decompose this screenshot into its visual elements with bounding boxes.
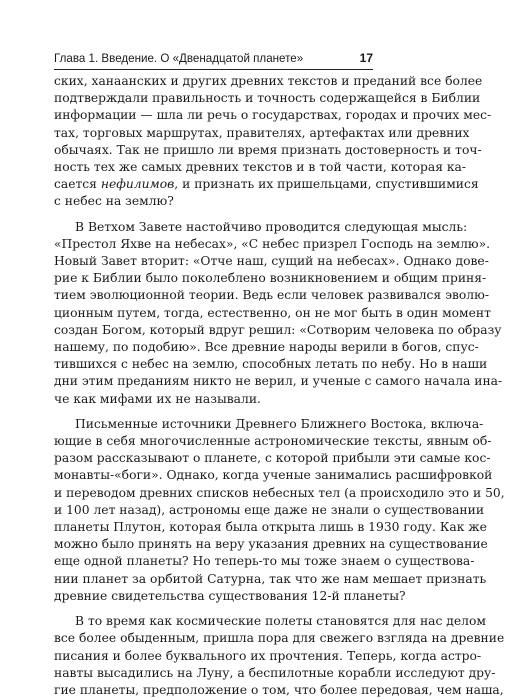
paragraph-gap bbox=[54, 408, 373, 416]
text-line: и 100 лет назад), астрономы еще даже не знали о существовании bbox=[54, 502, 485, 517]
text-line: тием эволюционной теории. Ведь если человек развивался эволю- bbox=[54, 288, 489, 303]
text-line: че как мифами их не называли. bbox=[54, 391, 261, 406]
paragraph bbox=[54, 416, 505, 605]
text-line: Новый Завет вторит: «Отче наш, сущий на небесах». Однако дове- bbox=[54, 254, 489, 269]
text-line: ционным путем, тогда, естественно, он не мог быть в один момент bbox=[54, 305, 491, 320]
running-header bbox=[54, 51, 373, 68]
text-line: Письменные источники Древнего Ближнего Востока, включа- bbox=[75, 416, 484, 431]
text-line: нашему, по подобию». Все древние народы верили в богов, спус- bbox=[54, 340, 479, 355]
text-line: ских, ханаанских и других древних текстов и преданий все более bbox=[54, 74, 483, 88]
text-line: подтверждали правильность и точность содержащейся в Библии bbox=[54, 91, 481, 106]
paragraph bbox=[54, 219, 503, 408]
text-line: информации — шла ли речь о государствах, городах и прочих мес- bbox=[54, 108, 492, 123]
text-line: гие планеты, предположение о том, что более передовая, чем наша, bbox=[54, 682, 504, 697]
text-line: разом рассказывают о планете, с которой прибыли эти самые кос- bbox=[54, 451, 491, 466]
text-line: еще одной планеты? Но теперь-то мы тоже знаем о существова- bbox=[54, 554, 475, 569]
text-line: монавты-«боги». Однако, когда ученые занимались расшифровкой bbox=[54, 468, 493, 483]
text-line: писания и более буквального их прочтения. Теперь, когда астро- bbox=[54, 648, 482, 663]
text-line: ность тех же самых древних текстов и в той части, которая ка- bbox=[54, 160, 467, 175]
text-line: дни этим преданиям никто не верил, и ученые с самого начала ина- bbox=[54, 374, 503, 389]
paragraph-gap bbox=[54, 605, 373, 613]
text-line: тах, торговых маршрутах, правителях, артефактах или древних bbox=[54, 125, 470, 140]
paragraph bbox=[54, 613, 505, 699]
text-line: древние свидетельства существования 12-й планеты? bbox=[54, 588, 406, 603]
text-line: тившихся с небес на землю, способных летать по небу. Но в наши bbox=[54, 357, 488, 372]
text-line: навты высадились на Луну, а беспилотные корабли исследуют дру- bbox=[54, 665, 496, 680]
text-line: В Ветхом Завете настойчиво проводится следующая мысль: bbox=[75, 219, 468, 234]
text-line: сается нефилимов, и признать их пришельцами, спустившимися bbox=[54, 177, 479, 192]
chapter-title: Глава 1. Введение. О «Двенадцатой планете» bbox=[54, 52, 304, 65]
paragraph bbox=[54, 73, 492, 211]
paragraph-gap bbox=[54, 211, 373, 219]
text-line: создан Богом, который вдруг решил: «Сотворим человека по образу bbox=[54, 322, 502, 337]
body-text bbox=[54, 73, 505, 699]
text-line: и переводом древних списков небесных тел (а происходило это и 50, bbox=[54, 485, 505, 500]
page-number: 17 bbox=[359, 51, 373, 65]
italic-term: нефилимов bbox=[100, 177, 175, 192]
text-line: В то время как космические полеты становятся для нас делом bbox=[75, 614, 486, 629]
text-line: планеты Плутон, которая была открыта лишь в 1930 году. Как же bbox=[54, 520, 487, 535]
text-line: рие к Библии было поколеблено возникновением и общим приня- bbox=[54, 271, 487, 286]
text-line: можно было принять на веру указания древних на существование bbox=[54, 537, 488, 552]
text-line: «Престол Яхве на небесах», «С небес призрел Господь на землю». bbox=[54, 236, 491, 251]
text-line: ющие в себя многочисленные астрономические тексты, явным об- bbox=[54, 434, 492, 449]
text-line: нии планет за орбитой Сатурна, так что же нам мешает признать bbox=[54, 571, 487, 586]
header-rule bbox=[54, 69, 373, 70]
text-line: обычаях. Так не пришло ли время признать достоверность и точ- bbox=[54, 142, 482, 157]
text-line: все более обыденным, пришла пора для свежего взгляда на древние bbox=[54, 631, 505, 646]
text-line: с небес на землю? bbox=[54, 194, 174, 209]
